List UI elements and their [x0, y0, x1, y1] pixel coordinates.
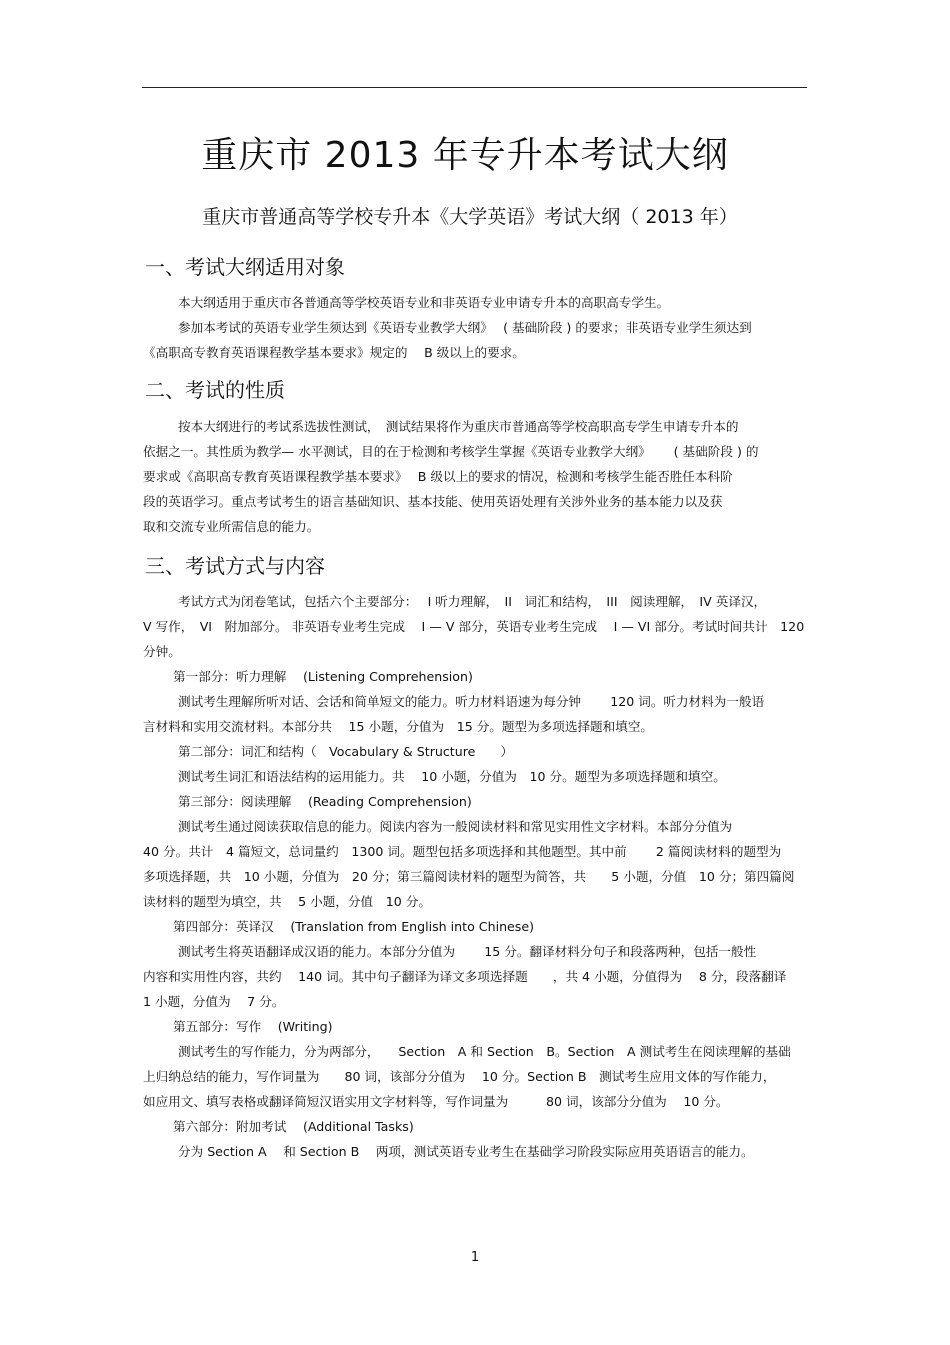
text-line: 读材料的题型为填空，共 5 小题，分值 10 分。	[143, 894, 431, 909]
section-heading-3: 三、考试方式与内容	[145, 554, 325, 578]
text-line: 言材料和实用交流材料。本部分共 15 小题，分值为 15 分。题型为多项选择题和填空。	[143, 719, 654, 734]
text-line: 按本大纲进行的考试系选拔性测试， 测试结果将作为重庆市普通高等学校高职高专学生申请专升本的	[178, 419, 739, 434]
part-label-1: 第一部分：听力理解 (Listening Comprehension)	[173, 669, 473, 684]
text-line: 内容和实用性内容，共约 140 词。其中句子翻译为译文多项选择题 ，共 4 小题，分值得为 8 分，段落翻译	[143, 969, 787, 984]
section-heading-2: 二、考试的性质	[145, 378, 285, 402]
part-label-3: 第三部分：阅读理解 (Reading Comprehension)	[178, 794, 472, 809]
text-line: V 写作， VI 附加部分。 非英语专业考生完成 I — V 部分，英语专业考生完成 I — VI 部分。考试时间共计 120	[143, 619, 805, 634]
text-line: 上归纳总结的能力，写作词量为 80 词，该部分分值为 10 分。Section B 测试考生应用文体的写作能力，	[143, 1069, 776, 1084]
text-line: 如应用文、填写表格或翻译简短汉语实用文字材料等，写作词量为 80 词，该部分分值为 10 分。	[143, 1094, 729, 1109]
text-line: 测试考生理解所听对话、会话和简单短文的能力。听力材料语速为每分钟 120 词。听力材料为一般语	[178, 694, 765, 709]
text-line: 《高职高专教育英语课程教学基本要求》规定的 B 级以上的要求。	[143, 345, 525, 360]
part-label-4: 第四部分：英译汉 (Translation from English into Chinese)	[173, 919, 535, 934]
text-line: 要求或《高职高专教育英语课程教学基本要求》 B 级以上的要求的情况，检测和考核学生能否胜任本科阶	[143, 469, 733, 484]
text-line: 40 分。共计 4 篇短文，总词量约 1300 词。题型包括多项选择和其他题型。其中前 2 篇阅读材料的题型为	[143, 844, 782, 859]
text-line: 测试考生的写作能力，分为两部分， Section A 和 Section B。Section A 测试考生在阅读理解的基础	[178, 1044, 791, 1059]
text-line: 段的英语学习。重点考试考生的语言基础知识、基本技能、使用英语处理有关涉外业务的基本能力以及获	[143, 494, 723, 509]
page-title: 重庆市 2013 年专升本考试大纲	[201, 135, 729, 176]
text-line: 分钟。	[143, 644, 181, 659]
section-2-body	[143, 414, 811, 539]
section-heading-1: 一、考试大纲适用对象	[145, 255, 345, 279]
text-line: 考试方式为闭卷笔试，包括六个主要部分： I 听力理解， II 词汇和结构， III 阅读理解， IV 英译汉，	[178, 594, 767, 609]
text-line: 测试考生通过阅读获取信息的能力。阅读内容为一般阅读材料和常见实用性文字材料。本部分分值为	[178, 819, 733, 834]
text-line: 测试考生将英语翻译成汉语的能力。本部分分值为 15 分。翻译材料分句子和段落两种，包括一般性	[178, 944, 757, 959]
text-line: 参加本考试的英语专业学生须达到《英语专业教学大纲》 ( 基础阶段 ) 的要求；非英语专业学生须达到	[178, 320, 752, 335]
text-line: 本大纲适用于重庆市各普通高等学校英语专业和非英语专业申请专升本的高职高专学生。	[178, 295, 670, 310]
section-1-body	[143, 290, 811, 365]
text-line: 多项选择题，共 10 小题，分值为 20 分；第三篇阅读材料的题型为简答，共 5 小题，分值 10 分；第四篇阅	[143, 869, 795, 884]
section-3-body	[143, 589, 811, 1164]
text-line: 依据之一。其性质为教学— 水平测试，目的在于检测和考核学生掌握《英语专业教学大纲》 ( 基础阶段 ) 的	[143, 444, 759, 459]
part-label-2: 第二部分：词汇和结构（ Vocabulary & Structure ）	[178, 744, 514, 759]
text-line: 1 小题，分值为 7 分。	[143, 994, 285, 1009]
page-subtitle: 重庆市普通高等学校专升本《大学英语》考试大纲（ 2013 年）	[202, 206, 738, 228]
header-rule	[142, 87, 807, 88]
page-number: 1	[470, 1250, 480, 1265]
text-line: 分为 Section A 和 Section B 两项，测试英语专业考生在基础学习阶段实际应用英语语言的能力。	[178, 1144, 754, 1159]
text-line: 取和交流专业所需信息的能力。	[143, 519, 320, 534]
text-line: 测试考生词汇和语法结构的运用能力。共 10 小题，分值为 10 分。题型为多项选择题和填空。	[178, 769, 726, 784]
part-label-6: 第六部分：附加考试 (Additional Tasks)	[173, 1119, 414, 1134]
part-label-5: 第五部分：写作 (Writing)	[173, 1019, 333, 1034]
